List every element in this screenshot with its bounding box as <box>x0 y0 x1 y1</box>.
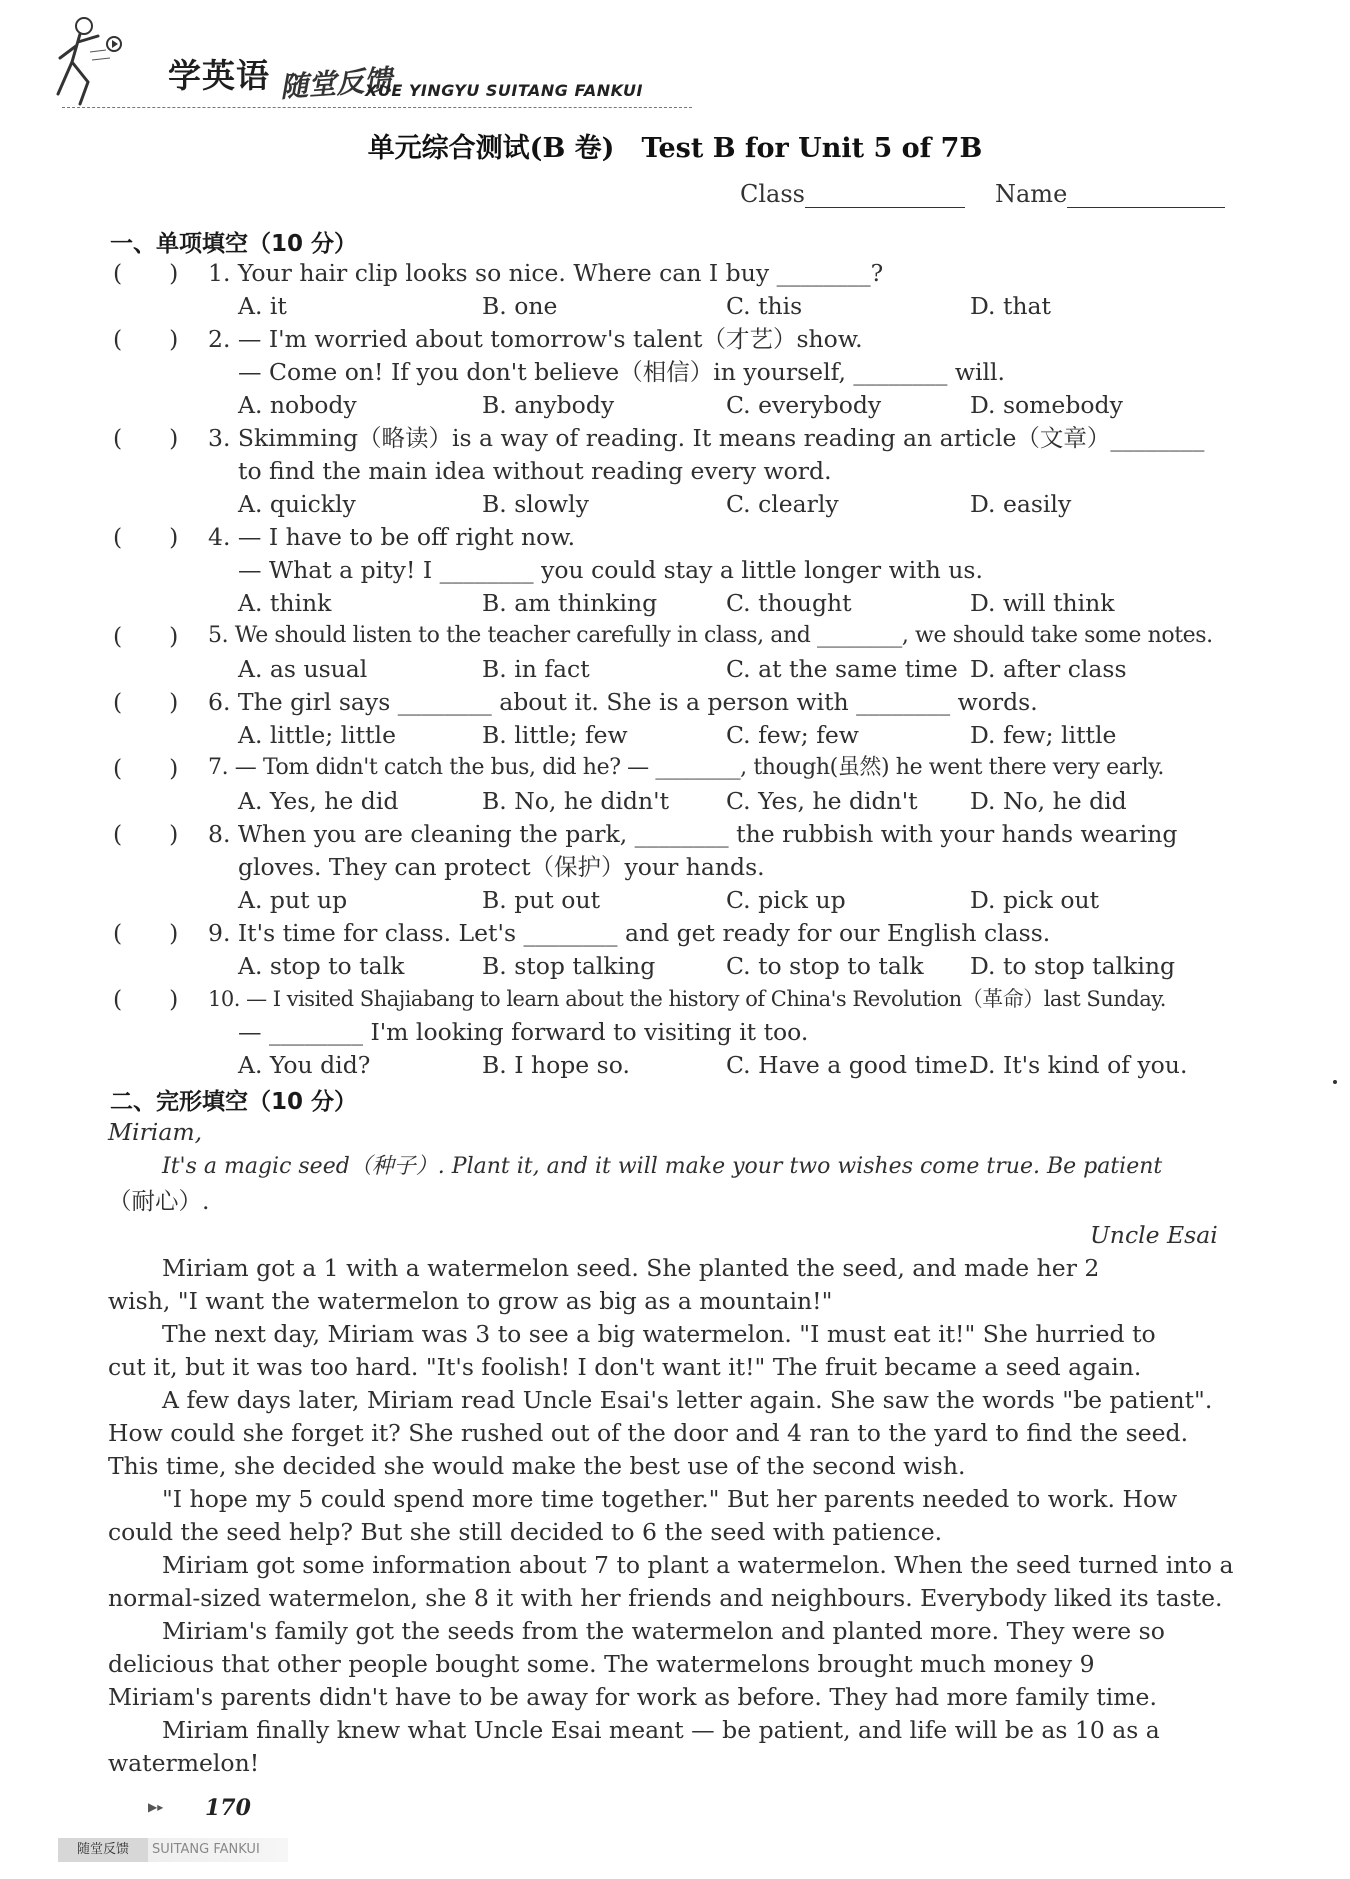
question-line: 7. — Tom didn't catch the bus, did he? — ________, though(虽然) he went there very early. <box>208 755 1164 780</box>
passage-line: Miriam's parents didn't have to be away for work as before. They had more family time. <box>108 1683 1157 1711</box>
option-a: A. stop to talk <box>238 952 405 980</box>
option-c: C. Yes, he didn't <box>726 787 918 815</box>
answer-paren[interactable]: ( ) <box>113 622 179 650</box>
footer-tag: 随堂反馈 <box>58 1838 148 1862</box>
letter-signature: Uncle Esai <box>1090 1221 1218 1249</box>
question-line: to find the main idea without reading every word. <box>238 457 832 485</box>
class-blank[interactable] <box>805 181 965 208</box>
answer-paren[interactable]: ( ) <box>113 820 179 848</box>
answer-paren[interactable]: ( ) <box>113 259 179 287</box>
option-a: A. put up <box>238 886 348 914</box>
question-line: 8. When you are cleaning the park, ________ the rubbish with your hands wearing <box>208 820 1178 848</box>
option-a: A. little; little <box>238 721 396 749</box>
question-line: gloves. They can protect（保护）your hands. <box>238 853 765 881</box>
option-b: B. anybody <box>482 391 615 419</box>
question-line: 4. — I have to be off right now. <box>208 523 576 551</box>
passage-line: delicious that other people bought some. The watermelons brought much money 9 <box>108 1650 1095 1678</box>
option-b: B. put out <box>482 886 601 914</box>
question-line: 6. The girl says ________ about it. She is a person with ________ words. <box>208 688 1038 716</box>
name-label: Name <box>995 180 1068 208</box>
class-label: Class <box>740 180 805 208</box>
header-subtitle: 随堂反馈 <box>279 63 394 104</box>
option-d: D. pick out <box>970 886 1100 914</box>
option-c: C. at the same time <box>726 655 958 683</box>
option-b: B. am thinking <box>482 589 658 617</box>
header-pinyin: XUE YINGYU SUITANG FANKUI <box>365 81 643 100</box>
class-field <box>740 180 965 208</box>
passage-line: cut it, but it was too hard. "It's foolish! I don't want it!" The fruit became a seed again. <box>108 1353 1142 1381</box>
option-c: C. everybody <box>726 391 882 419</box>
passage-line: "I hope my 5 could spend more time together." But her parents needed to work. How <box>162 1485 1178 1513</box>
question-line: 1. Your hair clip looks so nice. Where can I buy ________? <box>208 259 884 287</box>
passage-line: Miriam got a 1 with a watermelon seed. She planted the seed, and made her 2 <box>162 1254 1100 1282</box>
option-d: D. that <box>970 292 1051 320</box>
passage-line: This time, she decided she would make the best use of the second wish. <box>108 1452 966 1480</box>
option-b: B. in fact <box>482 655 590 683</box>
answer-paren[interactable]: ( ) <box>113 754 179 782</box>
option-a: A. as usual <box>238 655 368 683</box>
option-d: D. No, he did <box>970 787 1127 815</box>
option-c: C. thought <box>726 589 852 617</box>
option-b: B. little; few <box>482 721 628 749</box>
passage-line: watermelon! <box>108 1749 260 1777</box>
passage-line: Miriam got some information about 7 to plant a watermelon. When the seed turned into a <box>162 1551 1234 1579</box>
answer-paren[interactable]: ( ) <box>113 523 179 551</box>
passage-line: Miriam finally knew what Uncle Esai meant — be patient, and life will be as 10 as a <box>162 1716 1160 1744</box>
option-d: D. somebody <box>970 391 1123 419</box>
option-c: C. pick up <box>726 886 846 914</box>
letter-note: It's a magic seed（种子）. Plant it, and it will make your two wishes come true. Be patient <box>162 1154 1163 1179</box>
option-a: A. think <box>238 589 332 617</box>
passage-line: A few days later, Miriam read Uncle Esai's letter again. She saw the words "be patient". <box>162 1386 1213 1414</box>
letter-salutation: Miriam, <box>108 1118 203 1146</box>
option-b: B. stop talking <box>482 952 656 980</box>
option-b: B. No, he didn't <box>482 787 670 815</box>
question-line: — What a pity! I ________ you could stay a little longer with us. <box>238 556 983 584</box>
name-blank[interactable] <box>1067 181 1225 208</box>
page-number: 170 <box>205 1795 251 1821</box>
option-b: B. I hope so. <box>482 1051 630 1079</box>
section2-heading: 二、完形填空（10 分） <box>110 1089 358 1115</box>
answer-paren[interactable]: ( ) <box>113 424 179 452</box>
question-line: 2. — I'm worried about tomorrow's talent（才艺）show. <box>208 325 863 353</box>
answer-paren[interactable]: ( ) <box>113 688 179 716</box>
letter-note-cont: （耐心）. <box>108 1187 210 1215</box>
passage-line: could the seed help? But she still decided to 6 the seed with patience. <box>108 1518 943 1546</box>
scan-speck <box>1333 1080 1337 1084</box>
option-c: C. few; few <box>726 721 859 749</box>
option-a: A. quickly <box>238 490 356 518</box>
passage-line: How could she forget it? She rushed out of the door and 4 ran to the yard to find the seed. <box>108 1419 1189 1447</box>
name-field <box>995 180 1225 208</box>
question-line: 5. We should listen to the teacher carefully in class, and ________, we should take some notes. <box>208 623 1213 648</box>
question-line: 10. — I visited Shajiabang to learn about the history of China's Revolution（革命）last Sunday. <box>208 987 1166 1011</box>
header-title: 学英语 <box>168 56 270 95</box>
option-d: D. will think <box>970 589 1115 617</box>
option-c: C. Have a good time. <box>726 1051 976 1079</box>
option-a: A. it <box>238 292 287 320</box>
passage-line: normal-sized watermelon, she 8 it with her friends and neighbours. Everybody liked its taste. <box>108 1584 1223 1612</box>
page-arrow-icon: ▶▸ <box>148 1800 164 1814</box>
answer-paren[interactable]: ( ) <box>113 919 179 947</box>
option-c: C. clearly <box>726 490 839 518</box>
test-title: 单元综合测试(B 卷) Test B for Unit 5 of 7B <box>367 133 983 164</box>
option-d: D. to stop talking <box>970 952 1176 980</box>
option-d: D. It's kind of you. <box>970 1051 1188 1079</box>
option-a: A. Yes, he did <box>238 787 399 815</box>
answer-paren[interactable]: ( ) <box>113 985 179 1013</box>
page-header <box>50 12 650 112</box>
answer-paren[interactable]: ( ) <box>113 325 179 353</box>
option-a: A. nobody <box>238 391 357 419</box>
footer-label: SUITANG FANKUI <box>152 1842 260 1857</box>
question-line: 3. Skimming（略读）is a way of reading. It means reading an article（文章）________ <box>208 424 1205 452</box>
section1-heading: 一、单项填空（10 分） <box>110 231 358 257</box>
option-b: B. slowly <box>482 490 589 518</box>
option-d: D. after class <box>970 655 1127 683</box>
footer-band <box>58 1838 288 1862</box>
question-line: 9. It's time for class. Let's ________ and get ready for our English class. <box>208 919 1051 947</box>
option-c: C. to stop to talk <box>726 952 924 980</box>
passage-line: Miriam's family got the seeds from the watermelon and planted more. They were so <box>162 1617 1165 1645</box>
option-d: D. few; little <box>970 721 1117 749</box>
option-b: B. one <box>482 292 558 320</box>
passage-line: wish, "I want the watermelon to grow as big as a mountain!" <box>108 1287 833 1315</box>
option-c: C. this <box>726 292 803 320</box>
question-line: — Come on! If you don't believe（相信）in yourself, ________ will. <box>238 358 1006 386</box>
option-a: A. You did? <box>238 1051 371 1079</box>
header-divider <box>62 107 692 108</box>
option-d: D. easily <box>970 490 1072 518</box>
question-line: — ________ I'm looking forward to visiting it too. <box>238 1018 809 1046</box>
runner-logo-icon <box>50 12 170 112</box>
passage-line: The next day, Miriam was 3 to see a big watermelon. "I must eat it!" She hurried to <box>162 1320 1156 1348</box>
